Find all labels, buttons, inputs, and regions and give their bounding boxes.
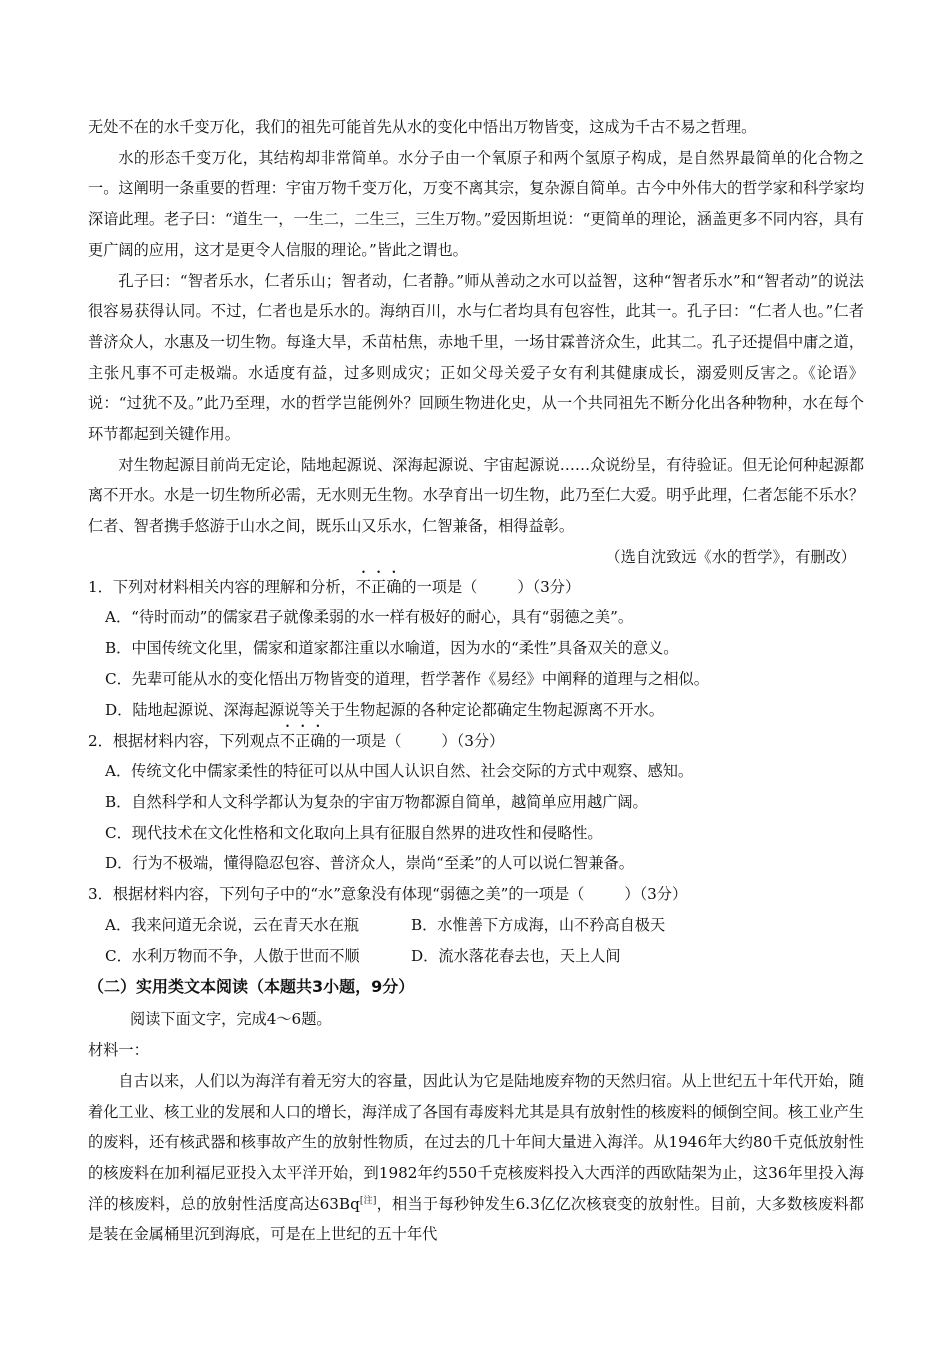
question-3-option-a: A．我来问道无余说，云在青天水在瓶 <box>105 915 359 934</box>
question-2-option-b: B．自然科学和人文科学都认为复杂的宇宙万物都源自简单，越简单应用越广阔。 <box>105 792 648 811</box>
section-instruction: 阅读下面文字，完成4～6题。 <box>130 1010 332 1029</box>
question-2-option-d: D．行为不极端，懂得隐忍包容、普济众人，崇尚“至柔”的人可以说仁智兼备。 <box>105 854 634 873</box>
emphasis-char: 正 <box>295 731 311 750</box>
question-1-option-b: B．中国传统文化里，儒家和道家都注重以水喻道，因为水的“柔性”具备双关的意义。 <box>105 639 679 658</box>
section-title: （二）实用类文本阅读（本题共3小题，9分） <box>88 977 415 997</box>
emphasis-char: 确 <box>310 731 326 750</box>
question-3-option-c: C．水利万物而不争，人傲于世而不顺 <box>105 946 360 965</box>
question-3-options-row-1 <box>105 910 864 941</box>
passage-paragraph-3: 孔子曰：“智者乐水，仁者乐山；智者动，仁者静。”师从善动之水可以益智，这种“智者乐水”和“智者动”的说法很容易获得认同。不过，仁者也是乐水的。海纳百川，水与仁者均具有包容性，此其一。孔子曰：“仁者人也。”仁者普济众人，水惠及一切生物。每逢大旱，禾苗枯焦，赤地千里，一场甘霖普济众生，此其二。孔子还提倡中庸之道，主张凡事不可走极端。水适度有益，过多则成灾；正如父母关爱子女有利其健康成长，溺爱则反害之。《论语》说：“过犹不及。”此乃至理，水的哲学岂能例外？回顾生物进化史，从一个共同祖先不断分化出各种物种，水在每个环节都起到关键作用。 <box>88 271 864 444</box>
emphasis-char: 确 <box>386 577 402 596</box>
passage-paragraph-1: 无处不在的水千变万化，我们的祖先可能首先从水的变化中悟出万物皆变，这成为千古不易之哲理。 <box>88 118 757 136</box>
question-1-option-c: C．先辈可能从水的变化悟出万物皆变的道理，哲学著作《易经》中阐释的道理与之相似。 <box>105 669 709 688</box>
exam-page <box>88 112 864 1250</box>
material-1-paragraph: 自古以来，人们以为海洋有着无穷大的容量，因此认为它是陆地废弃物的天然归宿。从上世纪五十年代开始，随着化工业、核工业的发展和人口的增长，海洋成了各国有毒废料尤其是具有放射性的核废料的倾倒空间。核工业产生的废料，还有核武器和核事故产生的放射性物质，在过去的几十年间大量进入海洋。从1946年大约80千克低放射性的核废料在加利福尼亚投入太平洋开始，到1982年约550千克核废料投入大西洋的西欧陆架为止，这36年里投入海洋的核废料，总的放射性活度高达63Bq[注]，相当于每秒钟发生6.3亿亿次核衰变的放射性。目前，大多数核废料都是装在金属桶里沉到海底，可是在上世纪的五十年代 <box>88 1071 864 1244</box>
emphasis-char: 不 <box>355 577 372 596</box>
passage-paragraph-2: 水的形态千变万化，其结构却非常简单。水分子由一个氧原子和两个氢原子构成，是自然界最简单的化合物之一。这阐明一条重要的哲理：宇宙万物千变万化，万变不离其宗，复杂源自简单。古今中外伟大的哲学家和科学家均深谙此理。老子曰：“道生一，一生二，二生三，三生万物。”爱因斯坦说：“更简单的理论，涵盖更多不同内容，具有更广阔的应用，这才是更令人信服的理论。”皆此之谓也。 <box>88 148 864 259</box>
question-3-option-d: D．流水落花春去也，天上人间 <box>411 946 621 965</box>
question-1-option-d: D．陆地起源说、深海起源说等关于生物起源的各种定论都确定生物起源离不开水。 <box>105 700 664 719</box>
passage-source: （选自沈致远《水的哲学》，有删改） <box>605 547 856 566</box>
question-1-stem: 1．下列对材料相关内容的理解和分析，不正确的一项是（ ）（3分） <box>88 577 581 596</box>
question-2-option-a: A．传统文化中儒家柔性的特征可以从中国人认识自然、社会交际的方式中观察、感知。 <box>105 762 694 781</box>
emphasis-char: 正 <box>371 577 387 596</box>
question-number: 2． <box>88 731 113 750</box>
question-number: 3． <box>88 885 113 904</box>
question-2-stem: 2．根据材料内容，下列观点不正确的一项是（ ）（3分） <box>88 731 505 750</box>
emphasis-char: 不 <box>279 731 296 750</box>
question-3-stem: 3．根据材料内容，下列句子中的“水”意象没有体现“弱德之美”的一项是（ ）（3分） <box>88 885 688 904</box>
material-label: 材料一： <box>88 1041 149 1060</box>
question-3-option-b: B．水惟善下方成海，山不矜高自极天 <box>411 915 666 934</box>
question-3-options-row-2 <box>105 941 864 972</box>
question-2-option-c: C．现代技术在文化性格和文化取向上具有征服自然界的进攻性和侵略性。 <box>105 823 603 842</box>
footnote-marker[interactable]: [注] <box>359 1195 377 1206</box>
question-1-option-a: A．“待时而动”的儒家君子就像柔弱的水一样有极好的耐心，具有“弱德之美”。 <box>105 608 634 627</box>
passage-paragraph-4: 对生物起源目前尚无定论，陆地起源说、深海起源说、宇宙起源说……众说纷呈，有待验证。但无论何种起源都离不开水。水是一切生物所必需，无水则无生物。水孕育出一切生物，此乃至仁大爱。明乎此理，仁者怎能不乐水？仁者、智者携手悠游于山水之间，既乐山又乐水，仁智兼备，相得益彰。 <box>88 455 864 536</box>
question-number: 1． <box>88 577 113 596</box>
